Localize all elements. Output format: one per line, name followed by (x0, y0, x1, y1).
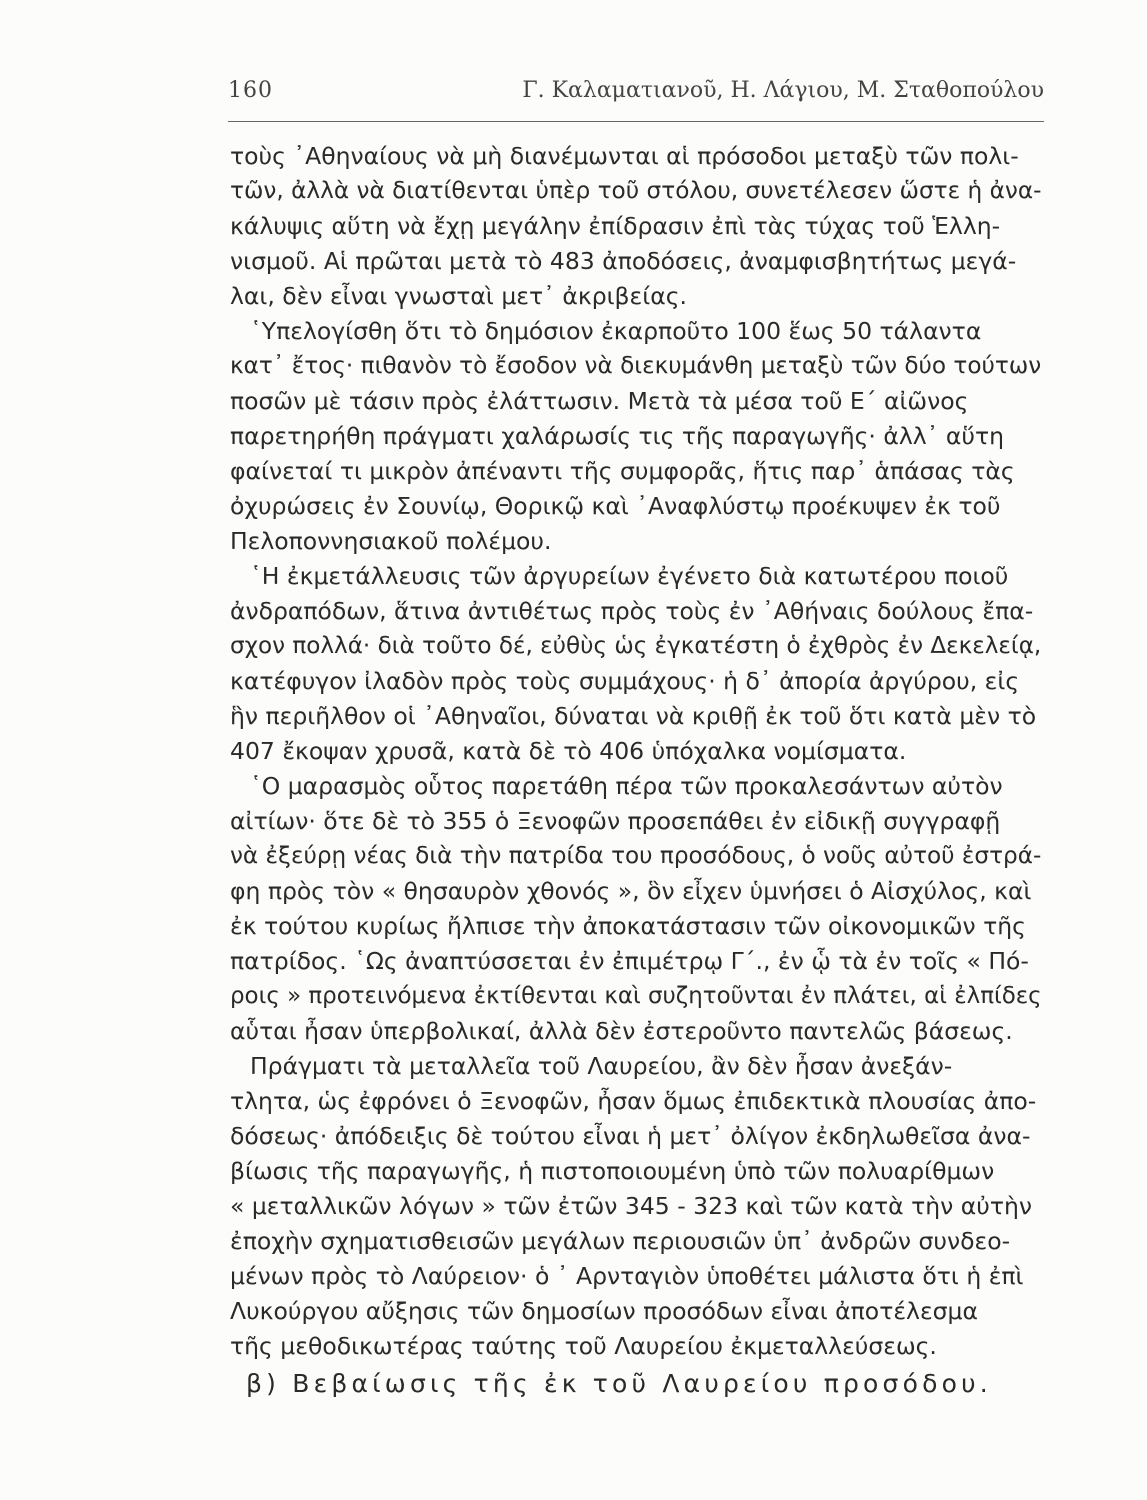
text-line: ἐποχὴν σχηματισθεισῶν μεγάλων περιουσιῶν ὑπ᾿ ἀνδρῶν συνδεο- (230, 1227, 1011, 1255)
page-number: 160 (228, 78, 273, 103)
text-line: Πελοποννησιακοῦ πολέμου. (230, 527, 552, 555)
text-line: μένων πρὸς τὸ Λαύρειον· ὁ ᾿ Αρνταγιὸν ὑποθέτει μάλιστα ὅτι ἡ ἐπὶ (230, 1262, 1024, 1290)
text-line: ῾Η ἐκμετάλλευσις τῶν ἀργυρείων ἐγένετο διὰ κατωτέρου ποιοῦ (250, 562, 1009, 590)
text-line: λαι, δὲν εἶναι γνωσταὶ μετ᾿ ἀκριβείας. (230, 282, 687, 310)
text-line: νὰ ἐξεύρῃ νέας διὰ τὴν πατρίδα του προσόδους, ὁ νοῦς αὐτοῦ ἐστρά- (230, 843, 1042, 869)
text-line: τῶν, ἀλλὰ νὰ διατίθενται ὑπὲρ τοῦ στόλου, συνετέλεσεν ὥστε ἡ ἀνα- (230, 177, 1042, 204)
text-line: τλητα, ὡς ἐφρόνει ὁ Ξενοφῶν, ἦσαν ὅμως ἐπιδεκτικὰ πλουσίας ἀπο- (230, 1087, 1037, 1115)
text-line: ποσῶν μὲ τάσιν πρὸς ἐλάττωσιν. Μετὰ τὰ μέσα τοῦ Ε΄ αἰῶνος (230, 387, 969, 415)
text-line: κατ᾿ ἔτος· πιθανὸν τὸ ἔσοδον νὰ διεκυμάνθη μεταξὺ τῶν δύο τούτων (230, 353, 1042, 379)
text-line: Λυκούργου αὔξησις τῶν δημοσίων προσόδων εἶναι ἀποτέλεσμα (230, 1297, 978, 1325)
text-line: κατέφυγον ἰλαδὸν πρὸς τοὺς συμμάχους· ἡ δ᾿ ἀπορία ἀργύρου, εἰς (230, 667, 1020, 695)
text-line: ὀχυρώσεις ἐν Σουνίῳ, Θορικῷ καὶ ᾿Αναφλύστῳ προέκυψεν ἐκ τοῦ (230, 492, 1001, 520)
text-line: τοὺς ᾿Αθηναίους νὰ μὴ διανέμωνται αἱ πρόσοδοι μεταξὺ τῶν πολι- (230, 142, 1019, 170)
text-line: δόσεως· ἀπόδειξις δὲ τούτου εἶναι ἡ μετ᾿ ὀλίγον ἐκδηλωθεῖσα ἀνα- (230, 1122, 1031, 1150)
text-line: αἰτίων· ὅτε δὲ τὸ 355 ὁ Ξενοφῶν προσεπάθει ἐν εἰδικῇ συγγραφῇ (230, 807, 1001, 835)
text-line: ῾Ο μαρασμὸς οὗτος παρετάθη πέρα τῶν προκαλεσάντων αὐτὸν (250, 772, 1003, 800)
text-line: φη πρὸς τὸν « θησαυρὸν χθονός », ὃν εἶχεν ὑμνήσει ὁ Αἰσχύλος, καὶ (230, 877, 1032, 905)
text-line: κάλυψις αὕτη νὰ ἔχῃ μεγάλην ἐπίδρασιν ἐπὶ τὰς τύχας τοῦ Ἑλλη- (230, 212, 1001, 240)
text-line: Πράγματι τὰ μεταλλεῖα τοῦ Λαυρείου, ἂν δὲν ἦσαν ἀνεξάν- (250, 1052, 953, 1080)
page-header (228, 78, 1044, 108)
subsection-heading: β) Βεβαίωσις τῆς ἐκ τοῦ Λαυρείου προσόδου. (246, 1369, 992, 1398)
text-line: παρετηρήθη πράγματι χαλάρωσίς τις τῆς παραγωγῆς· ἀλλ᾿ αὕτη (230, 422, 1004, 450)
running-head: Γ. Καλαματιανοῦ, Η. Λάγιου, Μ. Σταθοπούλου (522, 78, 1044, 103)
header-rule (228, 121, 1044, 122)
text-line: βίωσις τῆς παραγωγῆς, ἡ πιστοποιουμένη ὑπὸ τῶν πολυαρίθμων (230, 1157, 995, 1185)
text-line: ἀνδραπόδων, ἅτινα ἀντιθέτως πρὸς τοὺς ἐν ᾿Αθήναις δούλους ἔπα- (230, 597, 1034, 625)
text-line: 407 ἔκοψαν χρυσᾶ, κατὰ δὲ τὸ 406 ὑπόχαλκα νομίσματα. (230, 737, 907, 765)
text-line: ροις » προτεινόμενα ἐκτίθενται καὶ συζητοῦνται ἐν πλάτει, αἱ ἐλπίδες (230, 983, 1042, 1009)
text-line: ῾Υπελογίσθη ὅτι τὸ δημόσιον ἐκαρποῦτο 100 ἕως 50 τάλαντα (250, 317, 982, 345)
text-line: φαίνεταί τι μικρὸν ἀπέναντι τῆς συμφορᾶς, ἥτις παρ᾿ ἁπάσας τὰς (230, 457, 1015, 485)
text-line: αὗται ἦσαν ὑπερβολικαί, ἀλλὰ δὲν ἐστεροῦντο παντελῶς βάσεως. (230, 1017, 1013, 1045)
text-line: ἐκ τούτου κυρίως ἤλπισε τὴν ἀποκατάστασιν τῶν οἰκονομικῶν τῆς (230, 912, 1026, 940)
text-line: πατρίδος. ῾Ως ἀναπτύσσεται ἐν ἐπιμέτρῳ Γ΄., ἐν ᾧ τὰ ἐν τοῖς « Πό- (230, 947, 1029, 975)
text-line: « μεταλλικῶν λόγων » τῶν ἐτῶν 345 - 323 καὶ τῶν κατὰ τὴν αὐτὴν (230, 1192, 1033, 1220)
text-line: νισμοῦ. Αἱ πρῶται μετὰ τὸ 483 ἀποδόσεις, ἀναμφισβητήτως μεγά- (230, 247, 1017, 275)
text-line: ἣν περιῆλθον οἱ ᾿Αθηναῖοι, δύναται νὰ κριθῇ ἐκ τοῦ ὅτι κατὰ μὲν τὸ (230, 702, 1037, 730)
text-line: σχον πολλά· διὰ τοῦτο δέ, εὐθὺς ὡς ἐγκατέστη ὁ ἐχθρὸς ἐν Δεκελείᾳ, (230, 633, 1042, 659)
text-line: τῆς μεθοδικωτέρας ταύτης τοῦ Λαυρείου ἐκμεταλλεύσεως. (230, 1332, 937, 1360)
